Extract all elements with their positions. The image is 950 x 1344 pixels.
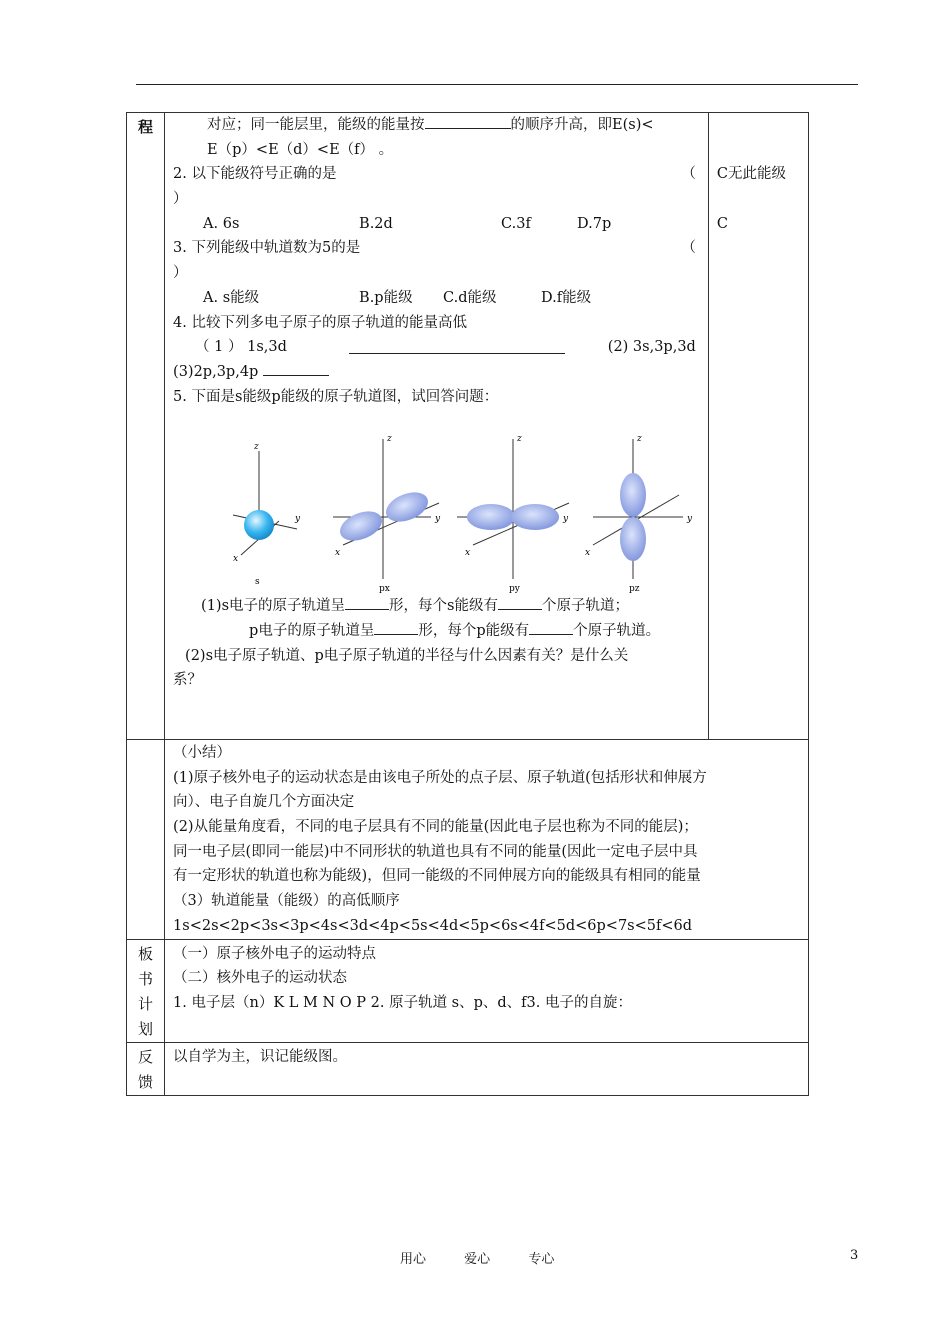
- q3-options: [173, 286, 700, 311]
- px-lobe-pos: [382, 487, 433, 528]
- pz-axis-x: x: [585, 548, 591, 559]
- board-line: （二）核外电子的运动状态: [173, 970, 348, 987]
- header-rule: [136, 84, 858, 85]
- q3-paren-close: ）: [173, 265, 188, 282]
- summary-line: (1)原子核外电子的运动状态是由该电子所处的点子层、原子轨道(包括形状和伸展方: [173, 769, 707, 786]
- energy-order: 1s<2s<2p<3s<3p<4s<3d<4p<5s<4d<5p<6s<4f<5d<6p<7s<5f<6d: [173, 917, 693, 934]
- pz-orbital: [585, 434, 693, 594]
- q5-1-text-f: 个原子轨道。: [573, 622, 661, 639]
- q2-options: [173, 212, 700, 237]
- q3-paren-open: （: [681, 240, 696, 257]
- pz-axis-y: y: [687, 514, 693, 525]
- q1-text-b: 的顺序升高，即E(s)<: [510, 117, 654, 133]
- px-axis-x: x: [335, 548, 341, 559]
- s-caption: s: [255, 577, 260, 588]
- s-orbital: [233, 442, 301, 587]
- process-content: [165, 113, 709, 740]
- board-label-char: 划: [138, 1019, 154, 1038]
- q5-blank-4: [529, 620, 573, 635]
- orbital-diagram: [223, 417, 693, 597]
- q2-paren-close: ）: [173, 191, 188, 208]
- board-line: 1. 电子层（n）K L M N O P 2. 原子轨道 s、p、d、f3. 电子的自旋：: [173, 994, 632, 1011]
- orbital-figure: [173, 409, 700, 594]
- pz-lobe-pos: [620, 473, 646, 517]
- summary-line: (2)从能量角度看，不同的电子层具有不同的能量(因此电子层也称为不同的能层)；: [173, 819, 698, 836]
- summary-line: 同一电子层(即同一能层)中不同形状的轨道也具有不同的能量(因此一定电子层中具: [173, 843, 698, 860]
- q5-1-text-d: p电子的原子轨道呈: [249, 622, 375, 639]
- q5-1-text-e: 形，每个p能级有: [418, 622, 530, 639]
- feedback-text: 以自学为主，识记能级图。: [173, 1048, 348, 1065]
- s-axis-z: z: [254, 442, 259, 453]
- q5-blank-3: [374, 620, 418, 635]
- feedback-label-char: 馈: [138, 1072, 154, 1091]
- lesson-table: [126, 112, 809, 1096]
- pz-lobe-neg: [620, 517, 646, 561]
- footer-item: 专心: [528, 1252, 555, 1267]
- q4-text: 4. 比较下列多电子原子的原子轨道的能量高低: [173, 314, 467, 331]
- process-row: [127, 113, 809, 740]
- px-orbital: [333, 434, 441, 594]
- q4-item-2: (2) 3s,3p,3d: [607, 339, 696, 356]
- q2-text: 2. 以下能级符号正确的是: [173, 166, 337, 183]
- board-label: [127, 939, 165, 1042]
- process-label: 程: [127, 113, 165, 740]
- answer-column: [708, 113, 808, 740]
- py-caption: py: [509, 584, 520, 595]
- q3-option: B.p能级: [359, 289, 413, 306]
- summary-row: [127, 740, 809, 940]
- py-axis-x: x: [465, 548, 471, 559]
- footer-item: 爱心: [464, 1252, 491, 1267]
- q2-option: A. 6s: [203, 215, 240, 232]
- page-footer: [400, 1248, 588, 1267]
- answer-q2: C无此能级: [716, 166, 786, 183]
- board-line: （一）原子核外电子的运动特点: [173, 945, 377, 962]
- q1-text-c: E（p）<E（d）<E（f） 。: [207, 141, 394, 158]
- q3-option: D.f能级: [541, 289, 592, 306]
- px-lobe-neg: [336, 506, 387, 547]
- s-axis-y: y: [295, 514, 301, 525]
- q3-text: 3. 下列能级中轨道数为5的是: [173, 240, 361, 257]
- px-axis-y: y: [435, 514, 441, 525]
- q3-option: C.d能级: [443, 289, 497, 306]
- feedback-label-char: 反: [138, 1047, 154, 1066]
- feedback-label: [127, 1042, 165, 1095]
- px-axis-z: z: [387, 434, 392, 445]
- board-content: [165, 939, 809, 1042]
- q5-2-text-a: (2)s电子原子轨道、p电子原子轨道的半径与什么因素有关？是什么关: [185, 647, 629, 664]
- board-label-char: 书: [138, 969, 154, 988]
- q5-1-text-a: (1)s电子的原子轨道呈: [201, 598, 346, 615]
- board-label-char: 计: [138, 994, 154, 1013]
- footer-item: 用心: [400, 1252, 427, 1267]
- board-row: [127, 939, 809, 1042]
- pz-axis-z: z: [637, 434, 642, 445]
- s-sphere: [244, 510, 274, 540]
- q4-item-1: （ 1 ） 1s,3d: [195, 339, 287, 356]
- pz-caption: pz: [629, 584, 640, 595]
- q5-blank-2: [498, 595, 542, 610]
- q2-option: C.3f: [501, 215, 531, 232]
- px-caption: px: [379, 584, 390, 595]
- q5-1-text-c: 个原子轨道；: [541, 598, 629, 615]
- q3-option: A. s能级: [203, 289, 260, 306]
- q1-text-a: 对应；同一能层里，能级的能量按: [207, 117, 425, 133]
- feedback-content: [165, 1042, 809, 1095]
- feedback-row: [127, 1042, 809, 1095]
- q5-blank-1: [345, 595, 389, 610]
- summary-line: （小结）: [173, 745, 232, 761]
- summary-line: 向）、电子自旋几个方面决定: [173, 794, 355, 811]
- q1-blank: [425, 114, 511, 129]
- page-number: 3: [850, 1248, 859, 1263]
- py-orbital: [457, 434, 569, 594]
- q4-item-3: (3)2p,3p,4p: [173, 363, 259, 380]
- summary-content: [165, 740, 809, 940]
- summary-label: [127, 740, 165, 940]
- q4-blank-3: [263, 361, 329, 376]
- q2-option: D.7p: [577, 215, 612, 232]
- summary-line: 有一定形状的轨道也称为能级)，但同一能级的不同伸展方向的能级具有相同的能量: [173, 868, 701, 885]
- q5-2-text-b: 系？: [173, 672, 203, 689]
- q5-text: 5. 下面是s能级p能级的原子轨道图，试回答问题：: [173, 388, 499, 405]
- py-lobe-pos: [511, 504, 559, 530]
- q2-option: B.2d: [359, 215, 393, 232]
- board-label-char: 板: [138, 944, 154, 963]
- q4-blank-1: [349, 339, 565, 354]
- s-axis-x: x: [233, 554, 239, 565]
- py-axis-z: z: [517, 434, 522, 445]
- py-lobe-neg: [467, 504, 515, 530]
- py-axis-y: y: [563, 514, 569, 525]
- summary-line: （3）轨道能量（能级）的高低顺序: [173, 893, 400, 910]
- q5-1-text-b: 形，每个s能级有: [389, 598, 498, 615]
- answer-q3: C: [716, 215, 728, 232]
- q2-paren-open: （: [681, 166, 696, 183]
